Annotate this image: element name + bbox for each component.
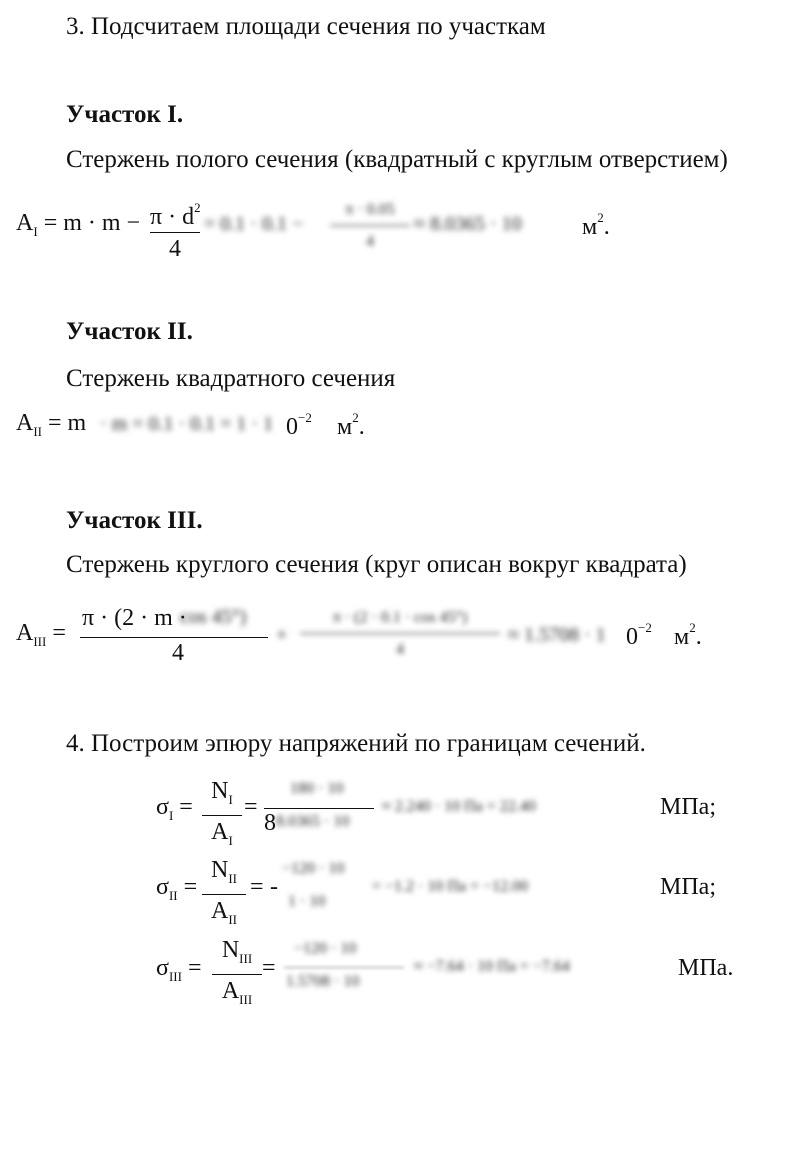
sigma-symbol: σ — [156, 874, 169, 900]
sigma-index: I — [168, 808, 174, 823]
section-1-title: Участок I. — [66, 101, 184, 128]
power-of-ten: $0^{-2}$ — [286, 410, 312, 440]
step3-heading: 3. Подсчитаем площади сечения по участкам — [66, 13, 546, 40]
area-index: III — [33, 634, 47, 649]
formula-prefix: = m — [48, 410, 87, 436]
blurred-result: ≈ 8.0365 · 10 — [414, 213, 522, 235]
step4-heading: 4. Построим эпюру напряжений по границам сечений. — [66, 730, 646, 757]
fraction-denominator: 4 — [169, 236, 181, 262]
area-index: II — [33, 424, 43, 439]
fraction-n-over-a: $N_{III}$ $A_{III}$ — [212, 936, 262, 1014]
blurred-substitution: · m = 0.1 · 0.1 = 1 · 1 — [100, 413, 274, 435]
sigma-index: II — [168, 888, 178, 903]
blurred-fraction: π · 0.05 4 — [330, 196, 410, 256]
fraction-pi-d — [150, 194, 200, 263]
blurred-denominator: 8.0365 · 10 — [276, 813, 350, 830]
unit-m2: $м^2$. — [582, 210, 610, 240]
blurred-numerator: −120 · 10 — [294, 940, 357, 957]
blurred-result: ≈ 2.240 · 10 Па = 22.40 — [382, 798, 536, 815]
blurred-fraction: π · (2 · 0.1 · cos 45°) 4 — [300, 604, 500, 664]
blurred-denominator: 1 · 10 — [288, 893, 326, 910]
fraction-denominator: 4 — [172, 640, 184, 666]
area-symbol: A — [16, 620, 34, 646]
area-index: I — [33, 224, 38, 239]
section-3-title: Участок III. — [66, 507, 203, 534]
section-3-description: Стержень круглого сечения (круг описан вокруг квадрата) — [66, 551, 687, 578]
unit-m2: $м^2$. — [337, 410, 365, 440]
area-symbol: A — [16, 210, 34, 236]
unit-mpa: МПа. — [678, 955, 734, 981]
fraction-numerator: π · (2 · m · — [82, 605, 187, 631]
blurred-denominator: 1.5708 · 10 — [286, 973, 360, 990]
blurred-result: ≈ 1.5708 · 1 — [508, 624, 606, 646]
unit-m2: $м^2$. — [674, 620, 702, 650]
fraction-numerator: π · d — [150, 204, 195, 230]
sigma-index: III — [168, 969, 182, 984]
blurred-result: = −1.2 · 10 Па = −12.00 — [372, 878, 529, 895]
blurred-result: ≈ −7.64 · 10 Па = −7.64 — [414, 958, 570, 975]
unit-mpa: МПа; — [660, 794, 716, 820]
blurred-numerator: cos 45°) — [180, 606, 247, 628]
blurred-numerator: −120 · 10 — [282, 860, 345, 877]
section-2-title: Участок II. — [66, 318, 193, 345]
fraction-n-over-a: $N_{II}$ $A_{II}$ — [202, 856, 246, 934]
blurred-numerator: 180 · 10 — [290, 780, 344, 797]
numerator-exponent: 2 — [194, 200, 201, 215]
fraction-bar — [80, 637, 268, 638]
area-symbol: A — [16, 410, 34, 436]
section-2-description: Стержень квадратного сечения — [66, 365, 396, 392]
unit-mpa: МПа; — [660, 874, 716, 900]
sigma-symbol: σ — [156, 955, 169, 981]
formula-prefix: = m · m − — [43, 210, 141, 236]
fraction-n-over-a: $N_I$ $A_I$ — [202, 777, 242, 855]
sigma-symbol: σ — [156, 794, 169, 820]
section-1-description: Стержень полого сечения (квадратный с круглым отверстием) — [66, 146, 728, 173]
power-of-ten: $0^{-2}$ — [626, 620, 652, 650]
blurred-substitution: = 0.1 · 0.1 − — [204, 213, 304, 235]
